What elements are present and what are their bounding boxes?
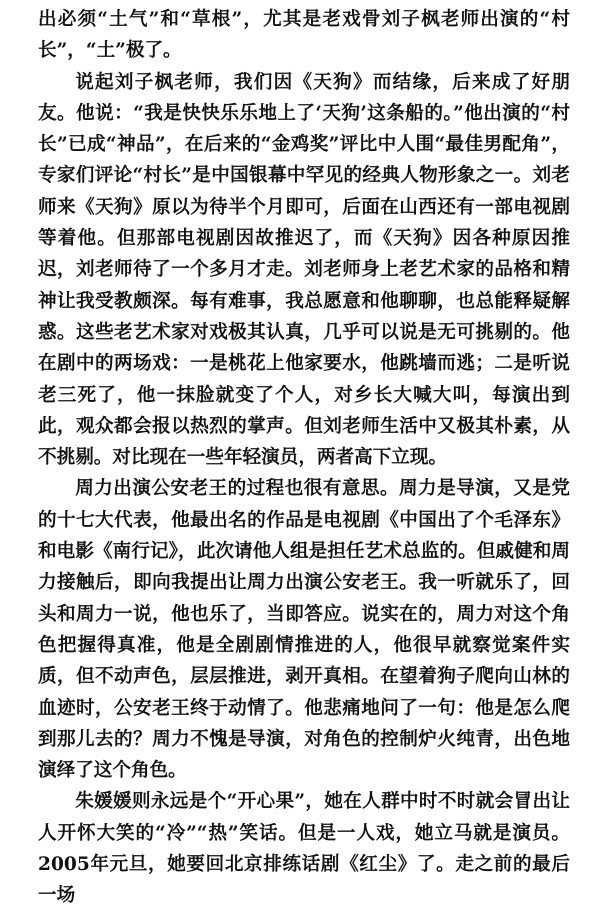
paragraph-3: 周力出演公安老王的过程也很有意思。周力是导演，又是党的十七大代表，他最出名的作品是电视剧《中国出了个毛泽东》和电影《南行记》，此次请他人组是担任艺术总监的。但戚健和周力接触后，即向我提出让周力出演公安老王。我一听就乐了，回头和周力一说，他也乐了，当即答应。说实在的，周力对这个角色把握得真准，他是全剧剧情推进的人，他很早就察觉案件实质，但不动声色，层层推进，剥开真相。在望着狗子爬向山林的血迹时，公安老王终于动情了。他悲痛地问了一句：他是怎么爬到那儿去的？周力不愧是导演，对角色的控制炉火纯青，出色地演绎了这个角色。 xyxy=(38,478,570,782)
paragraph-2: 说起刘子枫老师，我们因《天狗》而结缘，后来成了好朋友。他说：“我是快快乐乐地上了‘天狗’这条船的。”他出演的“村长”已成“神品”，在后来的“金鸡奖”评比中人围“最佳男配角”，专家们评论“村长”是中国银幕中罕见的经典人物形象之一。刘老师来《天狗》原以为待半个月即可，后面在山西还有一部电视剧等着他。但那部电视剧因故推迟了，而《天狗》因各种原因推迟，刘老师待了一个多月才走。刘老师身上老艺术家的品格和精神让我受教颇深。每有难事，我总愿意和他聊聊，也总能释疑解惑。这些老艺术家对戏极其认真，几乎可以说是无可挑剔的。他在剧中的两场戏：一是桃花上他家要水，他跳墙而逃；二是听说老三死了，他一抹脸就变了个人，对乡长大喊大叫，每演出到此，观众都会报以热烈的掌声。但刘老师生活中又极其朴素，从不挑剔。对比现在一些年轻演员，两者高下立现。 xyxy=(38,71,570,469)
paragraph-1: 出必须“土气”和“草根”，尤其是老戏骨刘子枫老师出演的“村长”，“土”极了。 xyxy=(38,9,570,62)
paragraph-4: 朱媛媛则永远是个“开心果”，她在人群中时不时就会冒出让人开怀大笑的“冷”“热”笑话。但是一人戏，她立马就是演员。2005年元旦，她要回北京排练话剧《红尘》了。走之前的最后一场 xyxy=(38,791,570,907)
